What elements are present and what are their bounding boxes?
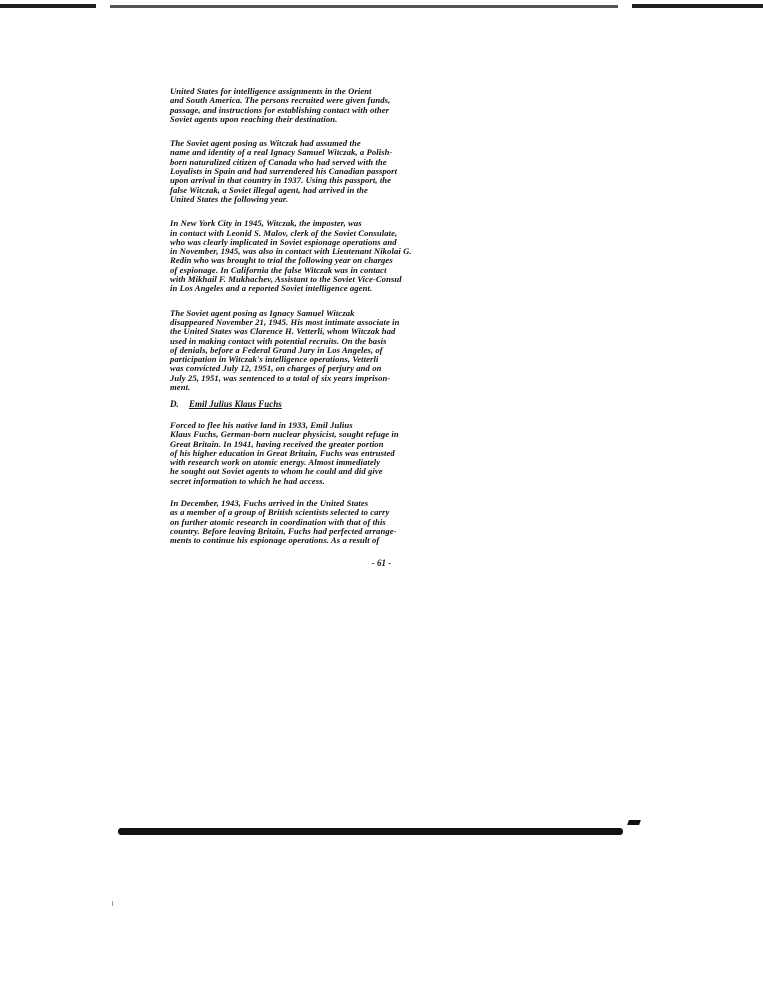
paragraph-1: United States for intelligence assignments in the Orient and South America. The persons recruited were given funds, passage, and instructions for establishing contact with other Soviet agents upon reaching their destination. [170,86,391,124]
section-letter: D. [170,399,179,409]
section-heading [170,399,282,409]
page-number-text: - 61 - [371,558,392,568]
paragraph-3: In New York City in 1945, Witczak, the imposter, was in contact with Leonid S. Malov, clerk of the Soviet Consulate, who was clearly implicated in Soviet espionage operations and in November, 1945, was also in contact with Lieutenant Nikolai G. Redin who was brought to trial the following year on charges of espionage. In California the false Witczak was in contact with Mikhail F. Mukhachev, Assistant to the Soviet Vice-Consul in Los Angeles and a reported Soviet intelligence agent. [170,218,412,294]
section-title: Emil Julius Klaus Fuchs [189,399,282,409]
top-border-right [632,4,763,8]
scan-speck [112,901,113,906]
page-number [0,558,763,568]
bottom-border-bar [118,828,623,835]
paragraph-6: In December, 1943, Fuchs arrived in the United States as a member of a group of British scientists selected to carry on further atomic research in coordination with that of this country. Before leaving Britain, Fuchs had perfected arrange- ments to continue his espionage operations. As a result of [170,498,397,546]
top-border-left [0,4,96,8]
paragraph-5: Forced to flee his native land in 1933, Emil Julius Klaus Fuchs, German-born nuclear physicist, sought refuge in Great Britain. In 1941, having received the greater portion of his higher education in Great Britain, Fuchs was entrusted with research work on atomic energy. Almost immediately he sought out Soviet agents to whom he could and did give secret information to which he had access. [170,420,399,486]
paragraph-4: The Soviet agent posing as Ignacy Samuel Witczak disappeared November 21, 1945. His most intimate associate in the United States was Clarence H. Vetterli, whom Witczak had used in making contact with potential recruits. On the basis of denials, before a Federal Grand Jury in Los Angeles, of participation in Witczak's intelligence operations, Vetterli was convicted July 12, 1951, on charges of perjury and on July 25, 1951, was sentenced to a total of six years imprison- ment. [170,307,400,393]
bottom-corner-mark [627,820,641,825]
body-text-upper [170,87,532,392]
top-border-middle [110,5,618,8]
body-text-lower [170,421,532,546]
paragraph-2: The Soviet agent posing as Witczak had assumed the name and identity of a real Ignacy Samuel Witczak, a Polish- born naturalized citizen of Canada who had served with the Loyalists in Spain and had surrendered his Canadian passport upon arrival in that country in 1937. Using this passport, the false Witczak, a Soviet illegal agent, had arrived in the United States the following year. [170,138,398,204]
